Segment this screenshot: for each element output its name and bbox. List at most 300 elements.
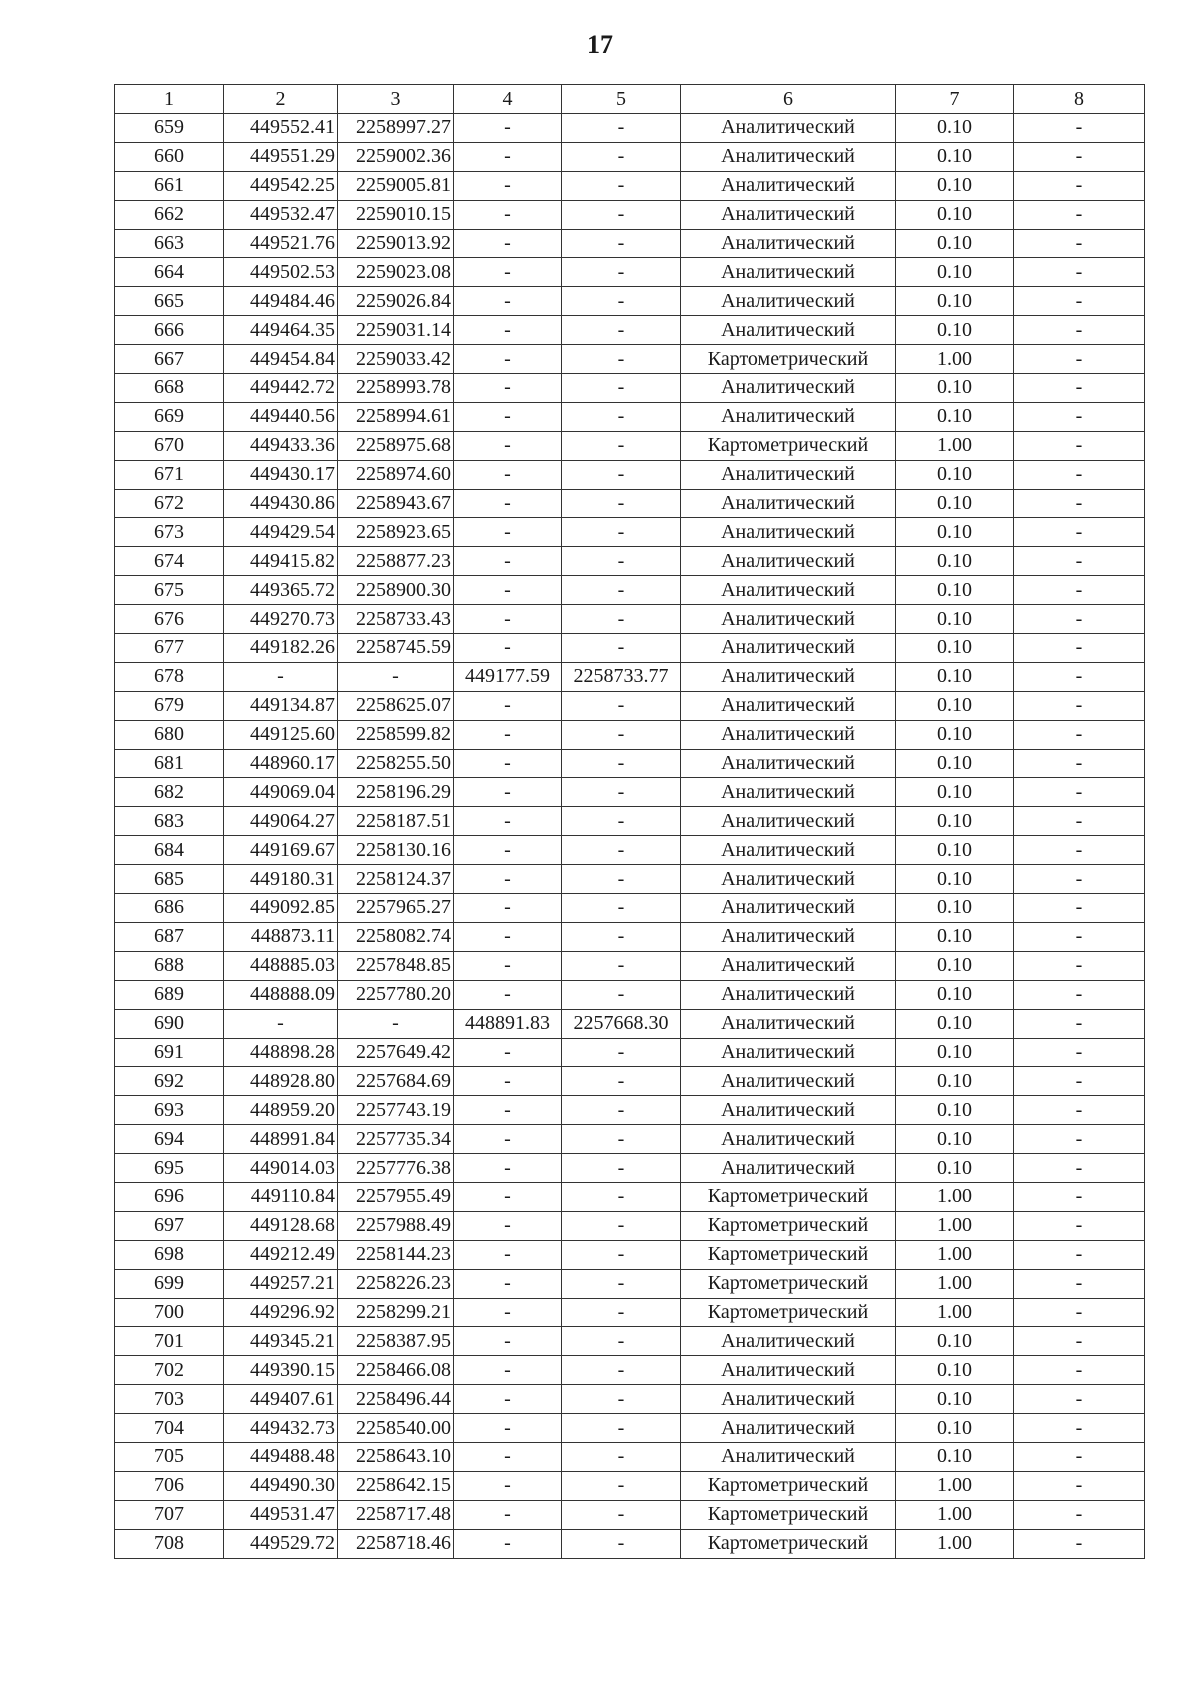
y-coordinate-alt-cell: - bbox=[562, 1240, 681, 1269]
method-cell: Картометрический bbox=[681, 345, 896, 374]
x-coordinate-cell: 449014.03 bbox=[224, 1154, 338, 1183]
x-coordinate-alt-cell: - bbox=[454, 345, 562, 374]
x-coordinate-alt-cell: - bbox=[454, 1327, 562, 1356]
accuracy-cell: 1.00 bbox=[896, 1500, 1014, 1529]
method-cell: Аналитический bbox=[681, 258, 896, 287]
y-coordinate-cell: 2258255.50 bbox=[338, 749, 454, 778]
note-cell: - bbox=[1014, 1442, 1145, 1471]
y-coordinate-cell: 2257965.27 bbox=[338, 894, 454, 923]
note-cell: - bbox=[1014, 807, 1145, 836]
y-coordinate-cell: 2257776.38 bbox=[338, 1154, 454, 1183]
y-coordinate-alt-cell: - bbox=[562, 374, 681, 403]
table-body bbox=[115, 114, 1145, 1559]
accuracy-cell: 0.10 bbox=[896, 1038, 1014, 1067]
point-number-cell: 681 bbox=[115, 749, 224, 778]
accuracy-cell: 0.10 bbox=[896, 518, 1014, 547]
accuracy-cell: 1.00 bbox=[896, 1240, 1014, 1269]
table-row bbox=[115, 1182, 1145, 1211]
note-cell: - bbox=[1014, 489, 1145, 518]
x-coordinate-cell: 449432.73 bbox=[224, 1414, 338, 1443]
y-coordinate-alt-cell: - bbox=[562, 720, 681, 749]
point-number-cell: 673 bbox=[115, 518, 224, 547]
point-number-cell: 666 bbox=[115, 316, 224, 345]
x-coordinate-cell: 449365.72 bbox=[224, 576, 338, 605]
y-coordinate-alt-cell: - bbox=[562, 1096, 681, 1125]
method-cell: Аналитический bbox=[681, 114, 896, 143]
note-cell: - bbox=[1014, 374, 1145, 403]
y-coordinate-cell: 2258496.44 bbox=[338, 1385, 454, 1414]
y-coordinate-cell: 2258466.08 bbox=[338, 1356, 454, 1385]
note-cell: - bbox=[1014, 1182, 1145, 1211]
note-cell: - bbox=[1014, 1154, 1145, 1183]
x-coordinate-alt-cell: - bbox=[454, 749, 562, 778]
method-cell: Аналитический bbox=[681, 200, 896, 229]
point-number-cell: 700 bbox=[115, 1298, 224, 1327]
y-coordinate-alt-cell: - bbox=[562, 1442, 681, 1471]
table-row bbox=[115, 287, 1145, 316]
note-cell: - bbox=[1014, 1356, 1145, 1385]
y-coordinate-alt-cell: - bbox=[562, 576, 681, 605]
y-coordinate-alt-cell: - bbox=[562, 1038, 681, 1067]
y-coordinate-cell: 2258997.27 bbox=[338, 114, 454, 143]
y-coordinate-alt-cell: - bbox=[562, 258, 681, 287]
accuracy-cell: 0.10 bbox=[896, 1125, 1014, 1154]
accuracy-cell: 0.10 bbox=[896, 980, 1014, 1009]
accuracy-cell: 1.00 bbox=[896, 1182, 1014, 1211]
method-cell: Картометрический bbox=[681, 1269, 896, 1298]
table-row bbox=[115, 922, 1145, 951]
x-coordinate-cell: 448873.11 bbox=[224, 922, 338, 951]
y-coordinate-alt-cell: - bbox=[562, 605, 681, 634]
table-row bbox=[115, 1009, 1145, 1038]
point-number-cell: 696 bbox=[115, 1182, 224, 1211]
accuracy-cell: 0.10 bbox=[896, 142, 1014, 171]
y-coordinate-alt-cell: - bbox=[562, 518, 681, 547]
point-number-cell: 676 bbox=[115, 605, 224, 634]
y-coordinate-alt-cell: - bbox=[562, 1067, 681, 1096]
table-row bbox=[115, 662, 1145, 691]
method-cell: Аналитический bbox=[681, 807, 896, 836]
accuracy-cell: 1.00 bbox=[896, 345, 1014, 374]
note-cell: - bbox=[1014, 1096, 1145, 1125]
accuracy-cell: 0.10 bbox=[896, 258, 1014, 287]
method-cell: Аналитический bbox=[681, 1154, 896, 1183]
y-coordinate-alt-cell: - bbox=[562, 1125, 681, 1154]
x-coordinate-cell: 449454.84 bbox=[224, 345, 338, 374]
y-coordinate-cell: 2258923.65 bbox=[338, 518, 454, 547]
y-coordinate-alt-cell: - bbox=[562, 1385, 681, 1414]
accuracy-cell: 0.10 bbox=[896, 894, 1014, 923]
table-row bbox=[115, 258, 1145, 287]
x-coordinate-cell: - bbox=[224, 1009, 338, 1038]
x-coordinate-alt-cell: - bbox=[454, 258, 562, 287]
table-row bbox=[115, 1096, 1145, 1125]
accuracy-cell: 0.10 bbox=[896, 1154, 1014, 1183]
x-coordinate-alt-cell: - bbox=[454, 836, 562, 865]
y-coordinate-cell: 2258994.61 bbox=[338, 402, 454, 431]
x-coordinate-alt-cell: - bbox=[454, 1269, 562, 1298]
x-coordinate-cell: 449110.84 bbox=[224, 1182, 338, 1211]
method-cell: Аналитический bbox=[681, 547, 896, 576]
x-coordinate-alt-cell: - bbox=[454, 1211, 562, 1240]
x-coordinate-cell: 449542.25 bbox=[224, 171, 338, 200]
method-cell: Аналитический bbox=[681, 142, 896, 171]
method-cell: Аналитический bbox=[681, 720, 896, 749]
table-row bbox=[115, 1154, 1145, 1183]
table-row bbox=[115, 345, 1145, 374]
x-coordinate-cell: 449212.49 bbox=[224, 1240, 338, 1269]
point-number-cell: 678 bbox=[115, 662, 224, 691]
point-number-cell: 660 bbox=[115, 142, 224, 171]
note-cell: - bbox=[1014, 142, 1145, 171]
y-coordinate-alt-cell: - bbox=[562, 865, 681, 894]
y-coordinate-cell: - bbox=[338, 1009, 454, 1038]
x-coordinate-alt-cell: - bbox=[454, 605, 562, 634]
column-header: 6 bbox=[681, 85, 896, 114]
method-cell: Картометрический bbox=[681, 1240, 896, 1269]
y-coordinate-cell: 2258540.00 bbox=[338, 1414, 454, 1443]
y-coordinate-cell: 2258900.30 bbox=[338, 576, 454, 605]
accuracy-cell: 0.10 bbox=[896, 807, 1014, 836]
y-coordinate-cell: 2259031.14 bbox=[338, 316, 454, 345]
point-number-cell: 674 bbox=[115, 547, 224, 576]
x-coordinate-cell: 449464.35 bbox=[224, 316, 338, 345]
x-coordinate-alt-cell: - bbox=[454, 1182, 562, 1211]
point-number-cell: 672 bbox=[115, 489, 224, 518]
note-cell: - bbox=[1014, 1385, 1145, 1414]
x-coordinate-cell: 449531.47 bbox=[224, 1500, 338, 1529]
x-coordinate-alt-cell: - bbox=[454, 518, 562, 547]
x-coordinate-alt-cell: - bbox=[454, 778, 562, 807]
x-coordinate-cell: 449429.54 bbox=[224, 518, 338, 547]
note-cell: - bbox=[1014, 1414, 1145, 1443]
note-cell: - bbox=[1014, 662, 1145, 691]
accuracy-cell: 0.10 bbox=[896, 691, 1014, 720]
x-coordinate-cell: 449502.53 bbox=[224, 258, 338, 287]
point-number-cell: 706 bbox=[115, 1471, 224, 1500]
method-cell: Картометрический bbox=[681, 1500, 896, 1529]
x-coordinate-cell: 449532.47 bbox=[224, 200, 338, 229]
y-coordinate-cell: 2258387.95 bbox=[338, 1327, 454, 1356]
note-cell: - bbox=[1014, 576, 1145, 605]
table-row bbox=[115, 489, 1145, 518]
y-coordinate-cell: 2257735.34 bbox=[338, 1125, 454, 1154]
x-coordinate-cell: 448960.17 bbox=[224, 749, 338, 778]
note-cell: - bbox=[1014, 980, 1145, 1009]
accuracy-cell: 0.10 bbox=[896, 114, 1014, 143]
note-cell: - bbox=[1014, 1471, 1145, 1500]
note-cell: - bbox=[1014, 922, 1145, 951]
y-coordinate-alt-cell: 2258733.77 bbox=[562, 662, 681, 691]
note-cell: - bbox=[1014, 1269, 1145, 1298]
x-coordinate-cell: 449440.56 bbox=[224, 402, 338, 431]
x-coordinate-alt-cell: - bbox=[454, 922, 562, 951]
x-coordinate-cell: 448959.20 bbox=[224, 1096, 338, 1125]
method-cell: Аналитический bbox=[681, 634, 896, 663]
table-row bbox=[115, 402, 1145, 431]
column-header: 3 bbox=[338, 85, 454, 114]
method-cell: Аналитический bbox=[681, 287, 896, 316]
accuracy-cell: 0.10 bbox=[896, 865, 1014, 894]
table-row bbox=[115, 518, 1145, 547]
method-cell: Аналитический bbox=[681, 749, 896, 778]
method-cell: Аналитический bbox=[681, 836, 896, 865]
table-row bbox=[115, 1327, 1145, 1356]
accuracy-cell: 0.10 bbox=[896, 1327, 1014, 1356]
x-coordinate-alt-cell: - bbox=[454, 951, 562, 980]
y-coordinate-alt-cell: - bbox=[562, 547, 681, 576]
accuracy-cell: 0.10 bbox=[896, 287, 1014, 316]
y-coordinate-alt-cell: - bbox=[562, 316, 681, 345]
accuracy-cell: 0.10 bbox=[896, 749, 1014, 778]
y-coordinate-cell: 2258974.60 bbox=[338, 460, 454, 489]
x-coordinate-cell: 448898.28 bbox=[224, 1038, 338, 1067]
point-number-cell: 685 bbox=[115, 865, 224, 894]
note-cell: - bbox=[1014, 258, 1145, 287]
accuracy-cell: 0.10 bbox=[896, 576, 1014, 605]
x-coordinate-alt-cell: - bbox=[454, 287, 562, 316]
y-coordinate-cell: 2259026.84 bbox=[338, 287, 454, 316]
table-row bbox=[115, 142, 1145, 171]
y-coordinate-cell: 2258144.23 bbox=[338, 1240, 454, 1269]
y-coordinate-alt-cell: - bbox=[562, 634, 681, 663]
y-coordinate-cell: 2259013.92 bbox=[338, 229, 454, 258]
point-number-cell: 694 bbox=[115, 1125, 224, 1154]
method-cell: Картометрический bbox=[681, 1471, 896, 1500]
x-coordinate-alt-cell: - bbox=[454, 316, 562, 345]
method-cell: Аналитический bbox=[681, 171, 896, 200]
x-coordinate-alt-cell: - bbox=[454, 547, 562, 576]
note-cell: - bbox=[1014, 229, 1145, 258]
method-cell: Аналитический bbox=[681, 1414, 896, 1443]
x-coordinate-alt-cell: - bbox=[454, 634, 562, 663]
point-number-cell: 707 bbox=[115, 1500, 224, 1529]
accuracy-cell: 0.10 bbox=[896, 171, 1014, 200]
note-cell: - bbox=[1014, 634, 1145, 663]
y-coordinate-alt-cell: 2257668.30 bbox=[562, 1009, 681, 1038]
method-cell: Картометрический bbox=[681, 1182, 896, 1211]
accuracy-cell: 0.10 bbox=[896, 1385, 1014, 1414]
x-coordinate-alt-cell: - bbox=[454, 865, 562, 894]
point-number-cell: 698 bbox=[115, 1240, 224, 1269]
point-number-cell: 675 bbox=[115, 576, 224, 605]
y-coordinate-alt-cell: - bbox=[562, 1154, 681, 1183]
point-number-cell: 697 bbox=[115, 1211, 224, 1240]
note-cell: - bbox=[1014, 1125, 1145, 1154]
note-cell: - bbox=[1014, 1067, 1145, 1096]
y-coordinate-cell: 2257684.69 bbox=[338, 1067, 454, 1096]
method-cell: Аналитический bbox=[681, 605, 896, 634]
note-cell: - bbox=[1014, 287, 1145, 316]
y-coordinate-alt-cell: - bbox=[562, 778, 681, 807]
note-cell: - bbox=[1014, 894, 1145, 923]
y-coordinate-cell: 2258943.67 bbox=[338, 489, 454, 518]
table-header-row bbox=[115, 85, 1145, 114]
accuracy-cell: 0.10 bbox=[896, 634, 1014, 663]
column-header: 5 bbox=[562, 85, 681, 114]
x-coordinate-alt-cell: 448891.83 bbox=[454, 1009, 562, 1038]
x-coordinate-alt-cell: - bbox=[454, 1529, 562, 1558]
method-cell: Картометрический bbox=[681, 431, 896, 460]
method-cell: Картометрический bbox=[681, 1529, 896, 1558]
note-cell: - bbox=[1014, 316, 1145, 345]
column-header: 7 bbox=[896, 85, 1014, 114]
point-number-cell: 684 bbox=[115, 836, 224, 865]
x-coordinate-alt-cell: - bbox=[454, 894, 562, 923]
accuracy-cell: 1.00 bbox=[896, 1471, 1014, 1500]
point-number-cell: 701 bbox=[115, 1327, 224, 1356]
table-row bbox=[115, 691, 1145, 720]
accuracy-cell: 0.10 bbox=[896, 1009, 1014, 1038]
table-row bbox=[115, 720, 1145, 749]
y-coordinate-alt-cell: - bbox=[562, 114, 681, 143]
note-cell: - bbox=[1014, 171, 1145, 200]
table-row bbox=[115, 1442, 1145, 1471]
table-row bbox=[115, 951, 1145, 980]
y-coordinate-alt-cell: - bbox=[562, 1298, 681, 1327]
y-coordinate-alt-cell: - bbox=[562, 951, 681, 980]
x-coordinate-alt-cell: - bbox=[454, 489, 562, 518]
method-cell: Аналитический bbox=[681, 229, 896, 258]
y-coordinate-alt-cell: - bbox=[562, 980, 681, 1009]
x-coordinate-cell: 449521.76 bbox=[224, 229, 338, 258]
y-coordinate-cell: 2258733.43 bbox=[338, 605, 454, 634]
y-coordinate-alt-cell: - bbox=[562, 1182, 681, 1211]
x-coordinate-cell: 449296.92 bbox=[224, 1298, 338, 1327]
method-cell: Аналитический bbox=[681, 489, 896, 518]
note-cell: - bbox=[1014, 431, 1145, 460]
y-coordinate-alt-cell: - bbox=[562, 807, 681, 836]
method-cell: Аналитический bbox=[681, 460, 896, 489]
x-coordinate-alt-cell: - bbox=[454, 1471, 562, 1500]
x-coordinate-cell: 448885.03 bbox=[224, 951, 338, 980]
point-number-cell: 670 bbox=[115, 431, 224, 460]
method-cell: Аналитический bbox=[681, 1009, 896, 1038]
method-cell: Аналитический bbox=[681, 402, 896, 431]
y-coordinate-cell: 2257955.49 bbox=[338, 1182, 454, 1211]
y-coordinate-alt-cell: - bbox=[562, 749, 681, 778]
y-coordinate-alt-cell: - bbox=[562, 1414, 681, 1443]
method-cell: Аналитический bbox=[681, 1385, 896, 1414]
accuracy-cell: 0.10 bbox=[896, 720, 1014, 749]
accuracy-cell: 1.00 bbox=[896, 1211, 1014, 1240]
method-cell: Аналитический bbox=[681, 518, 896, 547]
method-cell: Аналитический bbox=[681, 374, 896, 403]
accuracy-cell: 0.10 bbox=[896, 605, 1014, 634]
y-coordinate-alt-cell: - bbox=[562, 1529, 681, 1558]
y-coordinate-alt-cell: - bbox=[562, 1500, 681, 1529]
note-cell: - bbox=[1014, 460, 1145, 489]
y-coordinate-alt-cell: - bbox=[562, 402, 681, 431]
y-coordinate-alt-cell: - bbox=[562, 229, 681, 258]
table-row bbox=[115, 1125, 1145, 1154]
y-coordinate-cell: 2258082.74 bbox=[338, 922, 454, 951]
table-row bbox=[115, 229, 1145, 258]
y-coordinate-alt-cell: - bbox=[562, 287, 681, 316]
table-row bbox=[115, 1067, 1145, 1096]
point-number-cell: 689 bbox=[115, 980, 224, 1009]
y-coordinate-cell: 2258196.29 bbox=[338, 778, 454, 807]
y-coordinate-alt-cell: - bbox=[562, 431, 681, 460]
accuracy-cell: 0.10 bbox=[896, 836, 1014, 865]
point-number-cell: 704 bbox=[115, 1414, 224, 1443]
point-number-cell: 695 bbox=[115, 1154, 224, 1183]
table-row bbox=[115, 1385, 1145, 1414]
accuracy-cell: 0.10 bbox=[896, 922, 1014, 951]
note-cell: - bbox=[1014, 865, 1145, 894]
point-number-cell: 708 bbox=[115, 1529, 224, 1558]
y-coordinate-cell: 2258642.15 bbox=[338, 1471, 454, 1500]
y-coordinate-cell: 2258124.37 bbox=[338, 865, 454, 894]
coordinates-table bbox=[114, 84, 1145, 1559]
point-number-cell: 671 bbox=[115, 460, 224, 489]
x-coordinate-cell: 449182.26 bbox=[224, 634, 338, 663]
point-number-cell: 668 bbox=[115, 374, 224, 403]
table-row bbox=[115, 114, 1145, 143]
method-cell: Картометрический bbox=[681, 1211, 896, 1240]
table-row bbox=[115, 1529, 1145, 1558]
table-row bbox=[115, 1414, 1145, 1443]
x-coordinate-alt-cell: - bbox=[454, 114, 562, 143]
method-cell: Аналитический bbox=[681, 922, 896, 951]
y-coordinate-alt-cell: - bbox=[562, 1269, 681, 1298]
accuracy-cell: 0.10 bbox=[896, 229, 1014, 258]
x-coordinate-alt-cell: - bbox=[454, 1500, 562, 1529]
y-coordinate-alt-cell: - bbox=[562, 894, 681, 923]
note-cell: - bbox=[1014, 1009, 1145, 1038]
point-number-cell: 665 bbox=[115, 287, 224, 316]
note-cell: - bbox=[1014, 951, 1145, 980]
method-cell: Аналитический bbox=[681, 691, 896, 720]
x-coordinate-alt-cell: - bbox=[454, 200, 562, 229]
x-coordinate-alt-cell: - bbox=[454, 460, 562, 489]
note-cell: - bbox=[1014, 114, 1145, 143]
column-header: 4 bbox=[454, 85, 562, 114]
y-coordinate-cell: 2258299.21 bbox=[338, 1298, 454, 1327]
table-row bbox=[115, 576, 1145, 605]
x-coordinate-cell: 449125.60 bbox=[224, 720, 338, 749]
point-number-cell: 680 bbox=[115, 720, 224, 749]
table-row bbox=[115, 634, 1145, 663]
y-coordinate-cell: 2259005.81 bbox=[338, 171, 454, 200]
y-coordinate-alt-cell: - bbox=[562, 200, 681, 229]
point-number-cell: 692 bbox=[115, 1067, 224, 1096]
y-coordinate-alt-cell: - bbox=[562, 489, 681, 518]
table-row bbox=[115, 1471, 1145, 1500]
y-coordinate-cell: 2257988.49 bbox=[338, 1211, 454, 1240]
x-coordinate-cell: 448991.84 bbox=[224, 1125, 338, 1154]
point-number-cell: 687 bbox=[115, 922, 224, 951]
accuracy-cell: 0.10 bbox=[896, 316, 1014, 345]
accuracy-cell: 0.10 bbox=[896, 402, 1014, 431]
y-coordinate-cell: 2259010.15 bbox=[338, 200, 454, 229]
point-number-cell: 669 bbox=[115, 402, 224, 431]
point-number-cell: 667 bbox=[115, 345, 224, 374]
x-coordinate-alt-cell: - bbox=[454, 1414, 562, 1443]
x-coordinate-cell: 449092.85 bbox=[224, 894, 338, 923]
method-cell: Аналитический bbox=[681, 1125, 896, 1154]
y-coordinate-cell: 2258717.48 bbox=[338, 1500, 454, 1529]
x-coordinate-cell: 449270.73 bbox=[224, 605, 338, 634]
x-coordinate-cell: 449433.36 bbox=[224, 431, 338, 460]
x-coordinate-alt-cell: - bbox=[454, 980, 562, 1009]
x-coordinate-cell: - bbox=[224, 662, 338, 691]
y-coordinate-cell: 2258226.23 bbox=[338, 1269, 454, 1298]
point-number-cell: 703 bbox=[115, 1385, 224, 1414]
x-coordinate-cell: 449128.68 bbox=[224, 1211, 338, 1240]
note-cell: - bbox=[1014, 1240, 1145, 1269]
table-row bbox=[115, 894, 1145, 923]
